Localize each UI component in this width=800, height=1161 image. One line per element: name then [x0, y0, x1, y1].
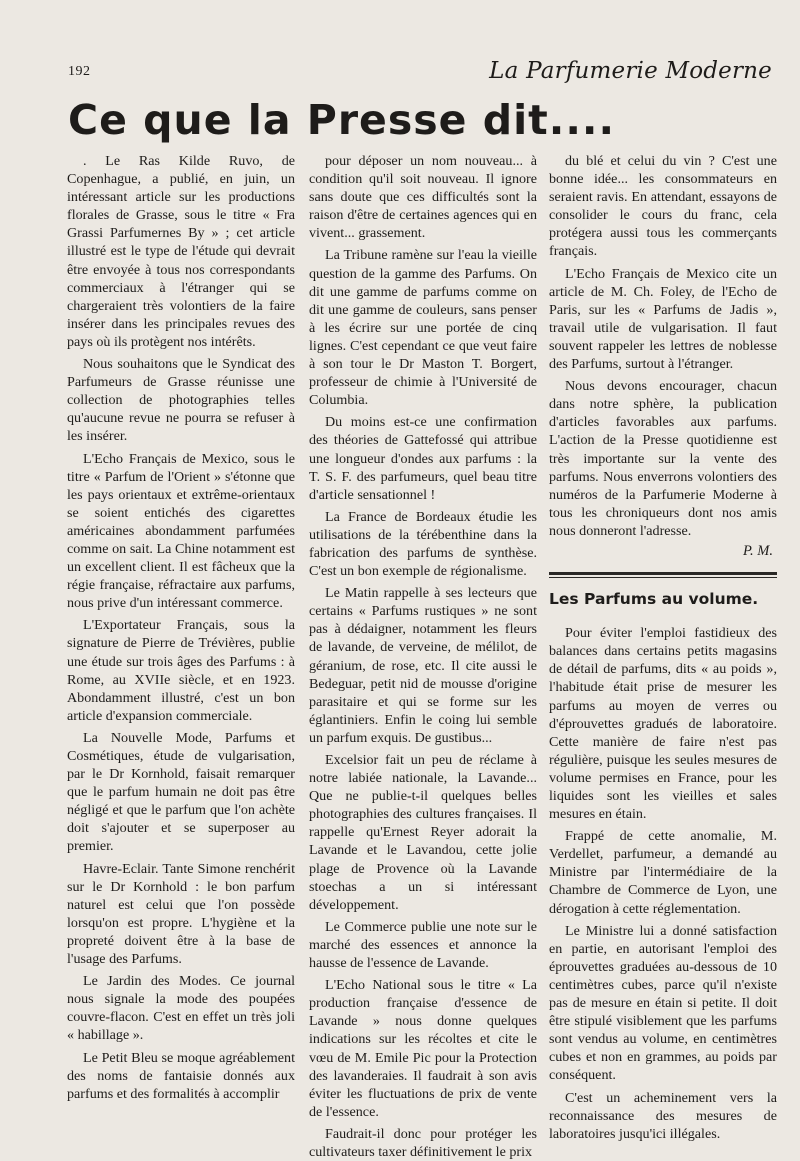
paragraph: La Tribune ramène sur l'eau la vieille question de la gamme des Parfums. On dit une gamme de parfums comme on dit une gamme de couleurs, sans penser à les écrire sur une portée de cinq lignes. C'est cependant ce que veut faire à son tour le Dr Maston T. Borgert, professeur de chimie à l'Université de Columbia. [309, 247, 537, 409]
paragraph: Le Ministre lui a donné satisfaction en partie, en autorisant l'emploi des éprouvettes graduées au-dessous de 10 centimètres cubes, parce qu'il n'existe pas de mesure en étain si petite. Il doit être stipulé visiblement que les parfums sont vendus au volume, en centimètres cubes et non en grammes, au poids par conséquent. [549, 922, 777, 1084]
paragraph: La France de Bordeaux étudie les utilisations de la térébenthine dans la fabrication des parfums de synthèse. C'est un bon exemple de régionalisme. [309, 508, 537, 580]
paragraph: L'Echo Français de Mexico cite un article de M. Ch. Foley, de l'Echo de Paris, sur les « Parfums de Jadis », travail utile de vulgarisation. Il faut souvent rappeler les lettres de noblesse des Parfums, surtout à l'étranger. [549, 265, 777, 373]
page-number: 192 [68, 64, 91, 79]
column-3 [549, 152, 777, 1143]
paragraph: Faudrait-il donc pour protéger les cultivateurs taxer définitivement le prix [309, 1125, 537, 1160]
paragraph: Nous devons encourager, chacun dans notre sphère, la publication d'articles favorables aux parfums. L'action de la Presse quotidienne est très importante sur la vente des parfums. Nous enverrons volontiers des numéros de la Parfumerie Moderne à tous les chroniqueurs dont nos amis nous donneront l'adresse. [549, 378, 777, 539]
page-header [68, 60, 772, 88]
column-2 [309, 152, 537, 1161]
paragraph: Le Commerce publie une note sur le marché des essences et annonce la hausse de l'essence de Lavande. [309, 918, 537, 972]
paragraph: Pour éviter l'emploi fastidieux des balances dans certains petits magasins de détail de parfums, dits « au poids », l'habitude était prise de mesurer les parfums au moyen de verres ou d'éprouvettes gradués de laboratoire. Cette manière de faire n'est pas régulière, puisque les seules mesures de volume permises en France, pour les liquides sont les vieilles et sales mesures en étain. [549, 625, 777, 823]
paragraph: Excelsior fait un peu de réclame à notre labiée nationale, la Lavande... Que ne publie-t-il quelques belles photographies des cultures françaises. Il rappelle qu'Ernest Reyer adorait la Lavande et le Lavandou, cette jolie plage de Provence où la Lavande stoechas a un si intéressant développement. [309, 752, 537, 913]
divider-rule-thin [549, 577, 777, 578]
paragraph: Le Jardin des Modes. Ce journal nous signale la mode des poupées couvre-flacon. C'est en effet un très joli « habillage ». [67, 973, 295, 1044]
paragraph: L'Exportateur Français, sous la signature de Pierre de Trévières, publie une étude sur trois âges des Parfums : à Rome, au XVIIe siècle, et en 1923. Abondamment illustré, c'est un bon article d'expansion commerciale. [67, 617, 295, 724]
paragraph: Frappé de cette anomalie, M. Verdellet, parfumeur, a demandé au Ministre par l'intermédiaire de la Chambre de Commerce de Lyon, une dérogation à cette réglementation. [549, 828, 777, 917]
paragraph: pour déposer un nom nouveau... à condition qu'il soit nouveau. Il ignore sans doute que ces difficultés sont la raison d'être de certaines agences qui en vivent... grassement. [309, 153, 537, 242]
paragraph: L'Echo National sous le titre « La production française d'essence de Lavande » nous donne quelques indications sur les récoltes et cite le vœu de M. Emile Pic pour la Protection des lavanderaies. Il faudrait à son avis éviter les fluctuations de prix de vente de l'essence. [309, 977, 537, 1120]
paragraph: La Nouvelle Mode, Parfums et Cosmétiques, étude de vulgarisation, par le Dr Kornhold, faisait remarquer que le parfum humain ne doit pas être négligé et que le parfum que l'on achète doit s'ajouter et se superposer au premier. [67, 729, 295, 855]
paragraph: Du moins est-ce une confirmation des théories de Gattefossé qui attribue une longueur d'ondes aux parfums : la T. S. F. des parfumeurs, quel beau titre d'article sensationnel ! [309, 414, 537, 503]
section-title: Les Parfums au volume. [549, 590, 759, 609]
paragraph: C'est un acheminement vers la reconnaissance des mesures de laboratoires jusqu'ici illégales. [549, 1089, 777, 1142]
paragraph: Havre-Eclair. Tante Simone renchérit sur le Dr Kornhold : le bon parfum naturel est celui que l'on possède lorsqu'on est propre. L'hygiène et la propreté doivent être à la base de l'usage des Parfums. [67, 860, 295, 968]
paragraph: L'Echo Français de Mexico, sous le titre « Parfum de l'Orient » s'étonne que les pays orientaux et extrême-orientaux se soient entichés des cigarettes américaines abondamment parfumées comme on sait. La Chine notamment est un excellent client. Il est fâcheux que la régie française, réfractaire aux parfums, nous prive d'un intéressant commerce. [67, 450, 295, 612]
paragraph: . Le Ras Kilde Ruvo, de Copenhague, a publié, en juin, un intéressant article sur les productions florales de Grasse, sous le titre « Fra Grassi Parfumernes By » ; cet article illustré est le type de l'étude qui devrait être envoyée à tous nos correspondants commerciaux à l'étranger qui se chargeraient très volontiers de la faire insérer dans les principales revues des pays où ils protègent nos intérêts. [67, 153, 295, 350]
journal-title: La Parfumerie Moderne [489, 58, 772, 84]
signature: P. M. [743, 542, 773, 559]
column-1 [67, 152, 295, 1103]
paragraph: Le Petit Bleu se moque agréablement des noms de fantaisie donnés aux parfums et des formalités à accomplir [67, 1049, 295, 1102]
paragraph: du blé et celui du vin ? C'est une bonne idée... les consommateurs en seraient ravis. En attendant, essayons de consolider le cours du franc, cela protégera aussi tous les commerçants français. [549, 153, 777, 260]
divider-rule [549, 572, 777, 575]
article-title: Ce que la Presse dit.... [68, 96, 616, 144]
paragraph: Nous souhaitons que le Syndicat des Parfumeurs de Grasse réunisse une collection de photographies telles qu'aucune revue ne pourra se refuser à les insérer. [67, 356, 295, 445]
paragraph: Le Matin rappelle à ses lecteurs que certains « Parfums rustiques » ne sont pas à dédaigner, notamment les fleurs de lavande, de verveine, de mélilot, de géranium, de rose, etc. Il cite aussi le Bedeguar, petit nid de mousse d'origine parasitaire et qui se forme sur les églantiniers. Enfin le coing lui semble un parfum exquis. De gustibus... [309, 585, 537, 746]
